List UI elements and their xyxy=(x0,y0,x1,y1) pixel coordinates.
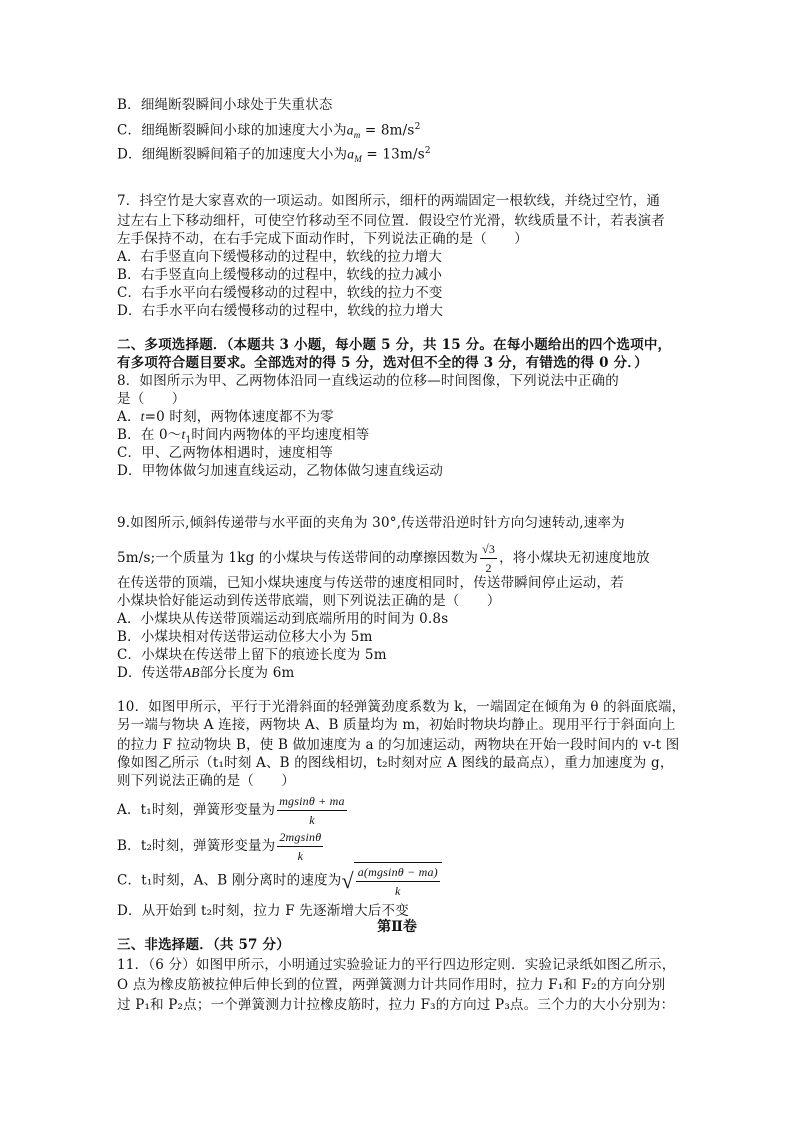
q6-option-d-subscript: M xyxy=(354,154,362,165)
q6-option-d-value: = 13m/s xyxy=(361,146,425,163)
q8-stem-line2: 是（ ） xyxy=(117,391,186,407)
q9-option-d-label: D．传送带 xyxy=(117,665,183,681)
q10-stem-line2: 另一端与物块 A 连接，两物块 A、B 质量均为 m，初始时物块均静止。现用平行于斜面向上 xyxy=(117,717,676,733)
q6-option-c-symbol: a xyxy=(346,122,354,138)
q7-option-b: B．右手竖直向上缓慢移动的过程中，软线的拉力减小 xyxy=(117,267,443,283)
q10-option-b-denominator: k xyxy=(297,849,304,863)
q11-stem-line3: 过 P₁和 P₂点；一个弹簧测力计拉橡皮筋时，拉力 F₃的方向过 P₃点。三个力的大小分别为： xyxy=(117,997,675,1013)
q9-stem-line2-pre: 5m/s;一个质量为 1kg 的小煤块与传送带间的动摩擦因数为 xyxy=(117,550,479,566)
q6-option-b: B．细绳断裂瞬间小球处于失重状态 xyxy=(117,97,333,113)
q10-option-a-numerator: mgsinθ + ma xyxy=(277,792,347,811)
q10-option-b xyxy=(117,828,325,865)
q9-stem-line2 xyxy=(117,540,650,577)
q10-option-c-denominator: k xyxy=(395,884,401,898)
q10-option-a-fraction xyxy=(277,792,347,829)
q10-option-b-text: B．t₂时刻，弹簧形变量为 xyxy=(117,838,276,854)
q9-friction-fraction xyxy=(480,540,497,577)
q10-option-a xyxy=(117,792,349,829)
q10-stem-line3: 的拉力 F 拉动物块 B，使 B 做加速度为 a 的匀加速运动，两物块在开始一段时间内的 v-t 图 xyxy=(117,737,680,753)
q10-stem-line5: 则下列说法正确的是（ ） xyxy=(117,773,296,789)
q10-stem-line4: 像如图乙所示（t₁时刻 A、B 的图线相切，t₂时刻对应 A 图线的最高点），重力加速度为 g， xyxy=(117,755,674,771)
q10-option-d: D．从开始到 t₂时刻，拉力 F 先逐渐增大后不变 xyxy=(117,903,409,919)
q7-option-d: D．右手水平向右缓慢移动的过程中，软线的拉力增大 xyxy=(117,303,444,319)
q11-stem-line2: O 点为橡皮筋被拉伸后伸长到的位置，两弹簧测力计共同作用时，拉力 F₁和 F₂的方向分别 xyxy=(117,977,666,993)
q9-fraction-denominator: 2 xyxy=(485,561,492,575)
q8-option-d: D．甲物体做匀加速直线运动，乙物体做匀速直线运动 xyxy=(117,463,444,479)
q6-option-c-superscript: 2 xyxy=(414,122,421,132)
q9-option-b: B．小煤块相对传送带运动位移大小为 5m xyxy=(117,629,373,645)
q6-option-c-text: C．细绳断裂瞬间小球的加速度大小为 xyxy=(117,122,347,139)
q9-stem-line1: 9.如图所示,倾斜传递带与水平面的夹角为 30°,传送带沿逆时针方向匀速转动,速率为 xyxy=(117,515,625,531)
q10-option-c-fraction xyxy=(356,863,440,900)
q7-option-a: A．右手竖直向下缓慢移动的过程中，软线的拉力增大 xyxy=(117,249,443,265)
q8-option-b-sub: 1 xyxy=(185,435,192,446)
q6-option-c-subscript: m xyxy=(353,130,361,141)
part2-title: 第Ⅱ卷 xyxy=(377,919,417,935)
q10-option-a-denominator: k xyxy=(309,813,315,827)
q8-option-a-label: A． xyxy=(117,409,141,425)
q6-option-d-symbol: a xyxy=(347,146,355,162)
q7-option-c: C．右手水平向右缓慢移动的过程中，软线的拉力不变 xyxy=(117,285,443,301)
q8-option-b-text: 时间内两物体的平均速度相等 xyxy=(191,427,370,443)
q7-stem-line2: 过左右上下移动细杆，可使空竹移动至不同位置．假设空竹光滑，软线质量不计，若表演者 xyxy=(117,213,665,229)
q10-option-c-sqrt: √ $\frac{a(mgsin\theta - ma)}{k}$ xyxy=(341,862,441,900)
q6-option-d-superscript: 2 xyxy=(424,146,431,156)
q6-option-c-value: = 8m/s xyxy=(360,122,415,139)
q11-stem-line1: 11．（6 分）如图甲所示，小明通过实验验证力的平行四边形定则．实验记录纸如图乙所示， xyxy=(117,957,676,973)
section3-heading: 三、非选择题．（共 57 分） xyxy=(117,937,290,953)
q9-option-d xyxy=(117,664,295,682)
q9-fraction-numerator: √3 xyxy=(480,540,497,559)
q8-option-a-text: =0 时刻，两物体速度都不为零 xyxy=(144,409,334,425)
q8-option-b-var: t xyxy=(181,427,186,442)
q6-option-d-text: D．细绳断裂瞬间箱子的加速度大小为 xyxy=(117,146,348,163)
section2-heading-line2: 有多项符合题目要求。全部选对的得 5 分，选对但不全的得 3 分，有错选的得 0 分．） xyxy=(117,355,648,371)
q9-option-d-var: AB xyxy=(182,665,200,680)
section2-heading-line1: 二、多项选择题．（本题共 3 小题，每小题 5 分，共 15 分。在每小题给出的四个选项中， xyxy=(117,337,672,353)
q9-option-d-text: 部分长度为 6m xyxy=(199,665,295,681)
q8-option-a-var: t xyxy=(140,409,145,424)
q9-stem-line2-post: ，将小煤块无初速度地放 xyxy=(499,550,650,566)
q9-stem-line3: 在传送带的顶端，已知小煤块速度与传送带的速度相同时，传送带瞬间停止运动，若 xyxy=(117,575,624,591)
q10-option-b-fraction xyxy=(277,828,323,865)
q8-option-b-label: B．在 0～ xyxy=(117,427,182,443)
q9-stem-line4: 小煤块恰好能运动到传送带底端，则下列说法正确的是（ ） xyxy=(117,593,501,609)
q7-stem-line3: 左手保持不动，在右手完成下面动作时，下列说法正确的是（ ） xyxy=(117,231,528,247)
q8-option-c: C．甲、乙两物体相遇时，速度相等 xyxy=(117,445,334,461)
q6-option-d xyxy=(117,142,431,169)
q9-option-c: C．小煤块在传送带上留下的痕迹长度为 5m xyxy=(117,647,387,663)
q9-option-a: A．小煤块从传送带顶端运动到底端所用的时间为 0.8s xyxy=(117,611,449,627)
q10-stem-line1: 10．如图甲所示，平行于光滑斜面的轻弹簧劲度系数为 k，一端固定在倾角为 θ 的斜面底端， xyxy=(117,699,686,715)
q10-option-c-numerator: a(mgsinθ − ma) xyxy=(356,863,440,882)
q10-option-c xyxy=(117,862,442,900)
q7-stem-line1: 7．抖空竹是大家喜欢的一项运动。如图所示，细杆的两端固定一根软线，并绕过空竹，通 xyxy=(117,193,661,209)
q10-option-a-text: A．t₁时刻，弹簧形变量为 xyxy=(117,802,276,818)
q10-option-b-numerator: 2mgsinθ xyxy=(277,828,323,847)
q8-stem-line1: 8．如图所示为甲、乙两物体沿同一直线运动的位移—时间图像，下列说法中正确的 xyxy=(117,373,619,389)
q8-option-a xyxy=(117,408,334,426)
q10-option-c-text: C．t₁时刻，A、B 刚分离时的速度为 xyxy=(117,872,342,889)
